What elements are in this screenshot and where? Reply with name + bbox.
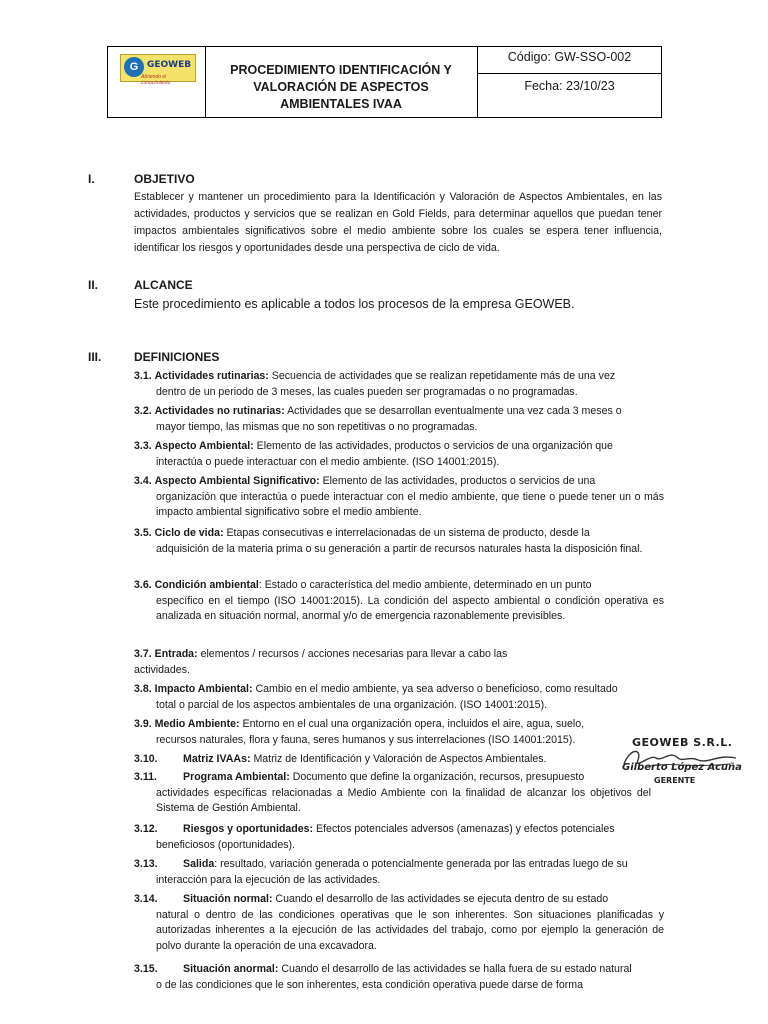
company-stamp: [620, 736, 760, 790]
definition-3-6: [134, 578, 664, 625]
definition-term: Condición ambiental: [154, 579, 259, 591]
definition-number: 3.11.: [134, 771, 157, 783]
definition-term: Aspecto Ambiental:: [154, 440, 254, 452]
definition-text: : resultado, variación generada o potencialmente generada por las entradas luego de su: [214, 858, 628, 870]
definition-term: Programa Ambiental:: [183, 771, 290, 783]
definition-term: Entrada:: [154, 648, 198, 660]
section-1-number: I.: [88, 172, 95, 186]
definition-3-13: [134, 857, 664, 888]
definition-term: Riesgos y oportunidades:: [183, 823, 314, 835]
stamp-role: GERENTE: [654, 776, 696, 785]
definition-text: Documento que define la organización, recursos, presupuesto: [292, 771, 585, 783]
definition-text: elementos / recursos / acciones necesarias para llevar a cabo las: [200, 648, 508, 660]
definition-continuation: recursos naturales, flora y fauna, seres humanos y sus interrelaciones (ISO 14001:2015).: [156, 733, 576, 746]
definition-term: Impacto Ambiental:: [154, 683, 253, 695]
definition-3-11: [134, 770, 664, 817]
document-code: Código: GW-SSO-002: [478, 47, 661, 74]
definition-term: Actividades no rutinarias:: [154, 405, 285, 417]
logo-text: GEOWEB: [147, 60, 192, 70]
definition-3-5: [134, 526, 664, 557]
definition-text: Cuando el desarrollo de las actividades se ejecuta dentro de su estado: [275, 893, 609, 905]
definition-text: Elemento de las actividades, productos o servicios de una: [322, 475, 596, 487]
section-1-title: OBJETIVO: [134, 172, 195, 186]
section-1-text: Establecer y mantener un procedimiento para la Identificación y Valoración de Aspectos Ambientales, en las actividades, productos y servicios que se realizan en Gold Fields, para determinar aquellos que puedan tener impactos ambientales significativos sobre el medio ambiente sobre los cuales se espera tener influencia, identificar los riesgos y oportunidades desde una perspectiva de ciclo de vida.: [134, 191, 662, 254]
definition-text: Elemento de las actividades, productos o servicios de una organización que: [256, 440, 613, 452]
definition-3-8: [134, 682, 664, 713]
definition-term: Salida: [183, 858, 215, 870]
section-2-title: ALCANCE: [134, 278, 193, 292]
definition-number: 3.3.: [134, 440, 152, 452]
definition-continuation: actividades específicas relacionadas a Medio Ambiente con la finalidad de alcanzar los objetivos del Sistema de Gestión Ambiental.: [156, 786, 651, 814]
definition-3-9: [134, 717, 664, 748]
definition-number: 3.8.: [134, 683, 152, 695]
definition-term: Situación anormal:: [183, 963, 279, 975]
logo-cell: [108, 47, 206, 117]
geoweb-logo: [120, 54, 196, 86]
definition-3-10: [134, 752, 664, 768]
definition-continuation: natural o dentro de las condiciones operativas que le son inherentes. Son situaciones planificadas y autorizadas inherentes a la ejecución de las actividades del trabajo, como por ejemplo la generación de polvo durante la operación de una excavadora.: [156, 908, 664, 952]
definition-number: 3.12.: [134, 823, 158, 835]
document-date: Fecha: 23/10/23: [524, 79, 615, 93]
definition-number: 3.6.: [134, 579, 152, 591]
document-header-table: [107, 46, 662, 118]
definition-number: 3.5.: [134, 527, 152, 539]
definition-text: Matriz de Identificación y Valoración de Aspectos Ambientales.: [253, 753, 547, 765]
definition-number: 3.9.: [134, 718, 152, 730]
definition-number: 3.1.: [134, 370, 152, 382]
definition-3-1: [134, 369, 664, 400]
definition-continuation: mayor tiempo, las mismas que no son repetitivas o no programadas.: [156, 420, 478, 433]
definition-term: Matriz IVAAs:: [183, 753, 251, 765]
definition-3-12: [134, 822, 664, 853]
section-2-number: II.: [88, 278, 99, 292]
definition-continuation: específico en el tiempo (ISO 14001:2015). La condición del aspecto ambiental o condición operativa es analizada en situación normal, anormal y/o de emergencia razonablemente previsibles.: [156, 594, 664, 622]
logo-globe-icon: G: [124, 57, 144, 77]
definition-term: Situación normal:: [183, 893, 273, 905]
definition-continuation: interacción para la ejecución de las actividades.: [156, 873, 381, 886]
definition-number: 3.10.: [134, 753, 158, 765]
definition-text: Etapas consecutivas e interrelacionadas de un sistema de producto, desde la: [226, 527, 590, 539]
definition-text: Efectos potenciales adversos (amenazas) y efectos potenciales: [316, 823, 615, 835]
definition-3-7: [134, 647, 664, 678]
definition-3-4: [134, 474, 664, 521]
section-2-text: Este procedimiento es aplicable a todos los procesos de la empresa GEOWEB.: [134, 297, 575, 311]
definition-text: Cuando el desarrollo de las actividades se halla fuera de su estado natural: [281, 963, 632, 975]
definition-continuation: o de las condiciones que le son inherentes, esta condición operativa puede darse de forma: [156, 978, 583, 991]
definition-continuation: adquisición de la materia prima o su generación a partir de recursos naturales hasta la disposición final.: [156, 542, 643, 555]
section-3-number: III.: [88, 350, 102, 364]
definition-term: Aspecto Ambiental Significativo:: [154, 475, 320, 487]
section-3-title: DEFINICIONES: [134, 350, 220, 364]
definition-3-15: [134, 962, 664, 993]
definition-text: Secuencia de actividades que se realizan repetidamente más de una vez: [271, 370, 616, 382]
definition-continuation: actividades.: [134, 663, 190, 676]
definition-continuation: dentro de un periodo de 3 meses, las cuales pueden ser programadas o no programadas.: [156, 385, 578, 398]
document-title: PROCEDIMIENTO IDENTIFICACIÓN Y VALORACIÓN DE ASPECTOS AMBIENTALES IVAA: [205, 47, 478, 117]
definition-text: : Estado o característica del medio ambiente, determinado en un punto: [258, 579, 592, 591]
stamp-name: Gilberto López Acuña: [622, 762, 742, 773]
stamp-company: GEOWEB S.R.L.: [632, 736, 733, 749]
definition-number: 3.13.: [134, 858, 158, 870]
definition-text: Cambio en el medio ambiente, ya sea adverso o beneficioso, como resultado: [255, 683, 618, 695]
definition-3-3: [134, 439, 664, 470]
definition-continuation: total o parcial de los aspectos ambientales de una organización. (ISO 14001:2015).: [156, 698, 548, 711]
definition-number: 3.4.: [134, 475, 152, 487]
definition-text: Entorno en el cual una organización opera, incluidos el aire, agua, suelo,: [242, 718, 585, 730]
definition-number: 3.14.: [134, 893, 158, 905]
definition-number: 3.15.: [134, 963, 158, 975]
definition-3-2: [134, 404, 664, 435]
definition-text: Actividades que se desarrollan eventualmente una vez cada 3 meses o: [287, 405, 622, 417]
definition-number: 3.2.: [134, 405, 152, 417]
definition-3-14: [134, 892, 664, 954]
definition-continuation: interactúa o puede interactuar con el medio ambiente. (ISO 14001:2015).: [156, 455, 500, 468]
definition-continuation: organización que interactúa o puede interactuar con el medio ambiente, que tiene o puede tener un o más impacto ambiental significativo sobre el medio ambiente.: [156, 490, 664, 518]
definition-number: 3.7.: [134, 648, 152, 660]
definition-term: Medio Ambiente:: [154, 718, 240, 730]
definition-term: Actividades rutinarias:: [154, 370, 269, 382]
logo-tagline: Abriendo el conocimiento: [141, 74, 171, 86]
definition-continuation: beneficiosos (oportunidades).: [156, 838, 295, 851]
definition-term: Ciclo de vida:: [154, 527, 224, 539]
